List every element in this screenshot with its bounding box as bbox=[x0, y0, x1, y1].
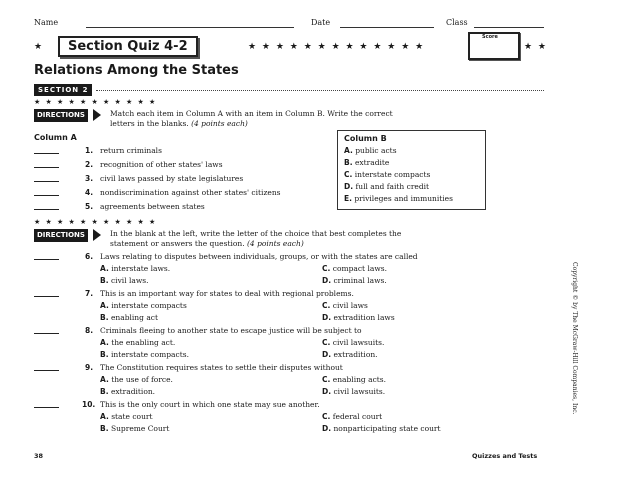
list-item bbox=[34, 186, 334, 200]
part1-directions-line2: letters in the blanks. bbox=[110, 119, 189, 128]
choice-text: extradition. bbox=[110, 387, 156, 396]
question-number: 8. bbox=[85, 326, 94, 335]
question-text: This is the only court in which one state may sue another. bbox=[100, 400, 320, 409]
option-letter: C. bbox=[344, 170, 353, 179]
part2-stars: ★ ★ ★ ★ ★ ★ ★ ★ ★ ★ ★ bbox=[34, 218, 157, 226]
section-label: SECTION 2 bbox=[34, 84, 92, 96]
page-number: 38 bbox=[34, 452, 44, 460]
choice-letter: B. bbox=[100, 424, 109, 433]
part2-directions-line1: In the blank at the left, write the letter of the choice that best completes the bbox=[110, 229, 402, 238]
choice-letter: A. bbox=[100, 301, 109, 310]
choice-b bbox=[100, 424, 169, 433]
choice-letter: A. bbox=[100, 412, 109, 421]
question-text: Criminals fleeing to another state to escape justice will be subject to bbox=[100, 326, 362, 335]
choice-letter: D. bbox=[322, 276, 332, 285]
choice-a bbox=[100, 301, 187, 310]
choice-text: the enabling act. bbox=[111, 338, 176, 347]
choice-a bbox=[100, 412, 153, 421]
question-list bbox=[34, 250, 544, 435]
column-b-item bbox=[344, 194, 453, 203]
item-text: return criminals bbox=[100, 146, 162, 155]
choice-c bbox=[322, 375, 386, 384]
part2-directions-label: DIRECTIONS bbox=[34, 229, 88, 242]
question-number: 10. bbox=[82, 400, 96, 409]
part1-directions bbox=[110, 109, 393, 129]
choice-letter: A. bbox=[100, 264, 109, 273]
choice-letter: B. bbox=[100, 387, 109, 396]
choice-text: enabling act bbox=[110, 313, 159, 322]
choice-letter: A. bbox=[100, 338, 109, 347]
choice-text: compact laws. bbox=[332, 264, 387, 273]
choice-letter: B. bbox=[100, 276, 109, 285]
list-item bbox=[34, 200, 334, 214]
class-field[interactable] bbox=[474, 27, 544, 28]
option-text: privileges and immunities bbox=[354, 194, 453, 203]
choice-letter: C. bbox=[322, 301, 331, 310]
choice-d bbox=[322, 387, 385, 396]
stars-right: ★ ★ ★ ★ ★ ★ ★ ★ ★ ★ ★ ★ ★ bbox=[248, 42, 425, 52]
choice-text: Supreme Court bbox=[110, 424, 170, 433]
choice-b bbox=[100, 276, 149, 285]
item-text: civil laws passed by state legislatures bbox=[100, 174, 244, 183]
choice-a bbox=[100, 264, 170, 273]
question bbox=[34, 361, 544, 398]
answer-blank[interactable] bbox=[34, 181, 59, 182]
item-text: recognition of other states' laws bbox=[100, 160, 223, 169]
directions-arrow-icon bbox=[93, 109, 101, 121]
choice-letter: D. bbox=[322, 387, 332, 396]
option-letter: B. bbox=[344, 158, 353, 167]
answer-blank[interactable] bbox=[34, 153, 59, 154]
date-label: Date bbox=[311, 18, 331, 27]
option-letter: A. bbox=[344, 146, 353, 155]
page-title: Relations Among the States bbox=[34, 63, 239, 78]
choice-d bbox=[322, 424, 441, 433]
choice-letter: C. bbox=[322, 264, 331, 273]
choice-c bbox=[322, 412, 382, 421]
answer-blank[interactable] bbox=[34, 167, 59, 168]
choice-letter: D. bbox=[322, 350, 332, 359]
item-number: 2. bbox=[85, 160, 94, 169]
choice-b bbox=[100, 313, 158, 322]
question bbox=[34, 250, 544, 287]
part2-directions-points: (4 points each) bbox=[247, 239, 304, 248]
answer-blank[interactable] bbox=[34, 209, 59, 210]
choice-text: nonparticipating state court bbox=[333, 424, 441, 433]
question bbox=[34, 287, 544, 324]
choice-letter: D. bbox=[322, 424, 332, 433]
answer-blank[interactable] bbox=[34, 333, 59, 334]
copyright-notice: Copyright © by The McGraw-Hill Companies, Inc. bbox=[571, 262, 578, 415]
question-text: Laws relating to disputes between individuals, groups, or with the states are called bbox=[100, 252, 418, 261]
stars-left: ★ bbox=[34, 42, 44, 52]
choice-text: civil laws bbox=[332, 301, 368, 310]
choice-letter: B. bbox=[100, 313, 109, 322]
directions-arrow-icon bbox=[93, 229, 101, 241]
answer-blank[interactable] bbox=[34, 370, 59, 371]
choice-text: interstate compacts. bbox=[110, 350, 189, 359]
choice-text: federal court bbox=[332, 412, 383, 421]
option-text: full and faith credit bbox=[355, 182, 430, 191]
choice-text: interstate compacts bbox=[111, 301, 187, 310]
choice-text: civil laws. bbox=[110, 276, 149, 285]
column-b-box bbox=[337, 130, 486, 210]
option-letter: E. bbox=[344, 194, 352, 203]
choice-d bbox=[322, 313, 395, 322]
section-divider bbox=[96, 90, 544, 91]
choice-text: extradition. bbox=[333, 350, 378, 359]
option-letter: D. bbox=[344, 182, 354, 191]
column-b-header: Column B bbox=[344, 134, 387, 143]
column-b-item bbox=[344, 170, 430, 179]
choice-text: state court bbox=[111, 412, 153, 421]
choice-c bbox=[322, 338, 384, 347]
part1-directions-label: DIRECTIONS bbox=[34, 109, 88, 122]
choice-d bbox=[322, 350, 378, 359]
choice-c bbox=[322, 264, 387, 273]
question-number: 6. bbox=[85, 252, 94, 261]
item-text: agreements between states bbox=[100, 202, 205, 211]
choice-letter: C. bbox=[322, 375, 331, 384]
column-a-list bbox=[34, 144, 334, 214]
choice-b bbox=[100, 350, 189, 359]
choice-text: the use of force. bbox=[111, 375, 173, 384]
quiz-title: Section Quiz 4-2 bbox=[58, 36, 198, 57]
choice-b bbox=[100, 387, 155, 396]
question-text: This is an important way for states to deal with regional problems. bbox=[100, 289, 354, 298]
list-item bbox=[34, 158, 334, 172]
name-label: Name bbox=[34, 18, 59, 27]
choice-letter: C. bbox=[322, 338, 331, 347]
column-a-header: Column A bbox=[34, 133, 77, 142]
option-text: extradite bbox=[354, 158, 390, 167]
answer-blank[interactable] bbox=[34, 195, 59, 196]
choice-text: enabling acts. bbox=[332, 375, 387, 384]
score-box[interactable] bbox=[468, 32, 520, 60]
column-b-item bbox=[344, 158, 389, 167]
question bbox=[34, 398, 544, 435]
question-text: The Constitution requires states to settle their disputes without bbox=[100, 363, 343, 372]
choice-a bbox=[100, 375, 173, 384]
choice-text: extradition laws bbox=[333, 313, 395, 322]
choice-text: criminal laws. bbox=[333, 276, 387, 285]
item-text: nondiscrimination against other states' citizens bbox=[100, 188, 281, 197]
choice-a bbox=[100, 338, 175, 347]
answer-blank[interactable] bbox=[34, 296, 59, 297]
answer-blank[interactable] bbox=[34, 259, 59, 260]
column-b-item bbox=[344, 146, 397, 155]
choice-letter: D. bbox=[322, 313, 332, 322]
choice-letter: C. bbox=[322, 412, 331, 421]
part1-stars: ★ ★ ★ ★ ★ ★ ★ ★ ★ ★ ★ bbox=[34, 98, 157, 106]
list-item bbox=[34, 172, 334, 186]
book-title: Quizzes and Tests bbox=[472, 452, 538, 460]
item-number: 1. bbox=[85, 146, 94, 155]
question bbox=[34, 324, 544, 361]
item-number: 3. bbox=[85, 174, 94, 183]
choice-letter: B. bbox=[100, 350, 109, 359]
part2-directions-line2: statement or answers the question. bbox=[110, 239, 245, 248]
list-item bbox=[34, 144, 334, 158]
question-number: 7. bbox=[85, 289, 94, 298]
question-number: 9. bbox=[85, 363, 94, 372]
class-label: Class bbox=[446, 18, 468, 27]
choice-text: civil lawsuits. bbox=[333, 387, 386, 396]
column-b-item bbox=[344, 182, 429, 191]
choice-d bbox=[322, 276, 387, 285]
name-field[interactable] bbox=[86, 27, 294, 28]
option-text: interstate compacts bbox=[354, 170, 431, 179]
choice-letter: A. bbox=[100, 375, 109, 384]
part1-directions-line1: Match each item in Column A with an item in Column B. Write the correct bbox=[110, 109, 393, 118]
part2-directions bbox=[110, 229, 401, 249]
item-number: 5. bbox=[85, 202, 94, 211]
option-text: public acts bbox=[355, 146, 397, 155]
choice-c bbox=[322, 301, 368, 310]
item-number: 4. bbox=[85, 188, 94, 197]
choice-text: interstate laws. bbox=[111, 264, 171, 273]
answer-blank[interactable] bbox=[34, 407, 59, 408]
stars-far-right: ★ ★ bbox=[524, 42, 548, 52]
score-label: Score bbox=[482, 34, 498, 40]
choice-text: civil lawsuits. bbox=[332, 338, 385, 347]
part1-directions-points: (4 points each) bbox=[191, 119, 248, 128]
date-field[interactable] bbox=[340, 27, 434, 28]
